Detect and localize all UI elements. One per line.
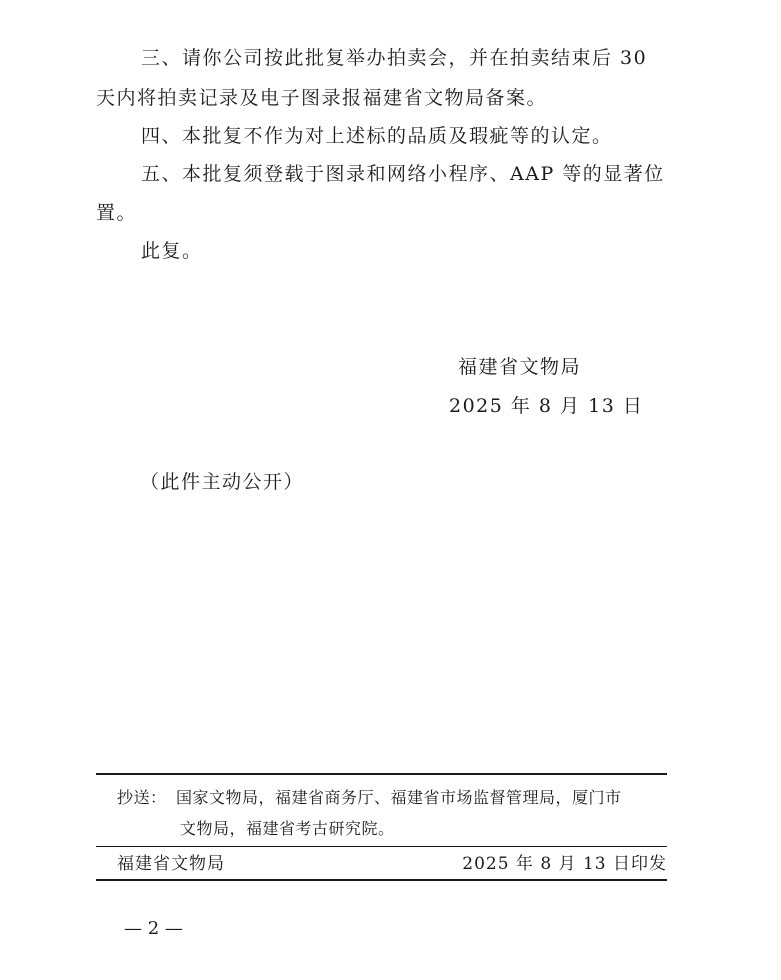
- paragraph-3-line-1: 三、请你公司按此批复举办拍卖会，并在拍卖结束后 30: [141, 47, 648, 69]
- issuing-organization: 福建省文物局: [117, 854, 225, 874]
- signature-organization: 福建省文物局: [458, 356, 582, 378]
- issue-date: 2025 年 8 月 13 日印发: [462, 854, 667, 874]
- paragraph-5-line-2: 置。: [96, 202, 138, 224]
- paragraph-3-line-2: 天内将拍卖记录及电子图录报福建省文物局备案。: [96, 87, 548, 109]
- cc-label: 抄送：: [117, 788, 167, 807]
- cc-recipients-line-2: 文物局，福建省考古研究院。: [180, 819, 395, 838]
- signature-date: 2025 年 8 月 13 日: [449, 395, 644, 417]
- footer-top-rule: [96, 773, 667, 775]
- paragraph-4: 四、本批复不作为对上述标的品质及瑕疵等的认定。: [141, 125, 613, 147]
- disclosure-note: （此件主动公开）: [140, 471, 305, 493]
- footer-bottom-rule: [96, 879, 667, 881]
- footer-middle-rule: [96, 846, 667, 847]
- closing-phrase: 此复。: [141, 240, 203, 262]
- paragraph-5-line-1: 五、本批复须登载于图录和网络小程序、AAP 等的显著位: [141, 163, 665, 185]
- page-number: — 2 —: [124, 918, 183, 939]
- cc-recipients-line-1: 国家文物局，福建省商务厅、福建省市场监督管理局，厦门市: [176, 788, 622, 807]
